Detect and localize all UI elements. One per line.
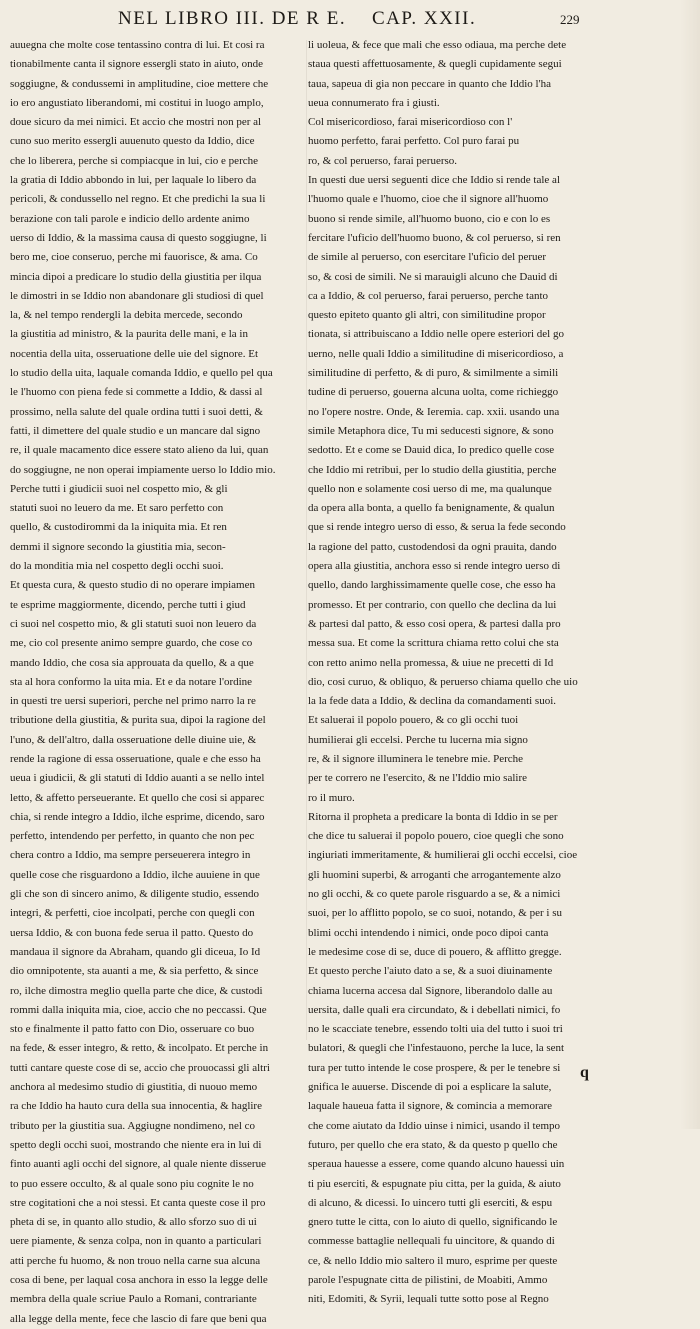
text-line: quello, dando larghissimamente quelle cose, che esso ha — [308, 579, 556, 592]
text-line: uersita, dalle quali era circundato, & i debellati nimici, fo — [308, 1003, 561, 1016]
text-line: spetto degli occhi suoi, mostrando che niente era in lui di — [10, 1138, 262, 1151]
text-line: tributo per la giustitia sua. Aggiugne nondimeno, nel co — [10, 1119, 256, 1132]
text-line: commesse battaglie nellequali fu uincitore, & quando di — [308, 1235, 555, 1248]
text-line: statuti suoi no leuero da me. Et saro perfetto con — [10, 502, 224, 515]
text-line: nocentia della uita, osseruatione delle uie del signore. Et — [10, 347, 259, 360]
text-line: parole l'espugnate citta de pilistini, de Moabiti, Ammo — [308, 1274, 548, 1286]
text-line: so, & cosi de simili. Ne si marauigli alcuno che Dauid di — [308, 270, 558, 283]
text-line: dio, cosi curuo, & obliquo, & peruerso chiama quello che uio — [308, 675, 578, 688]
text-line: de simile al peruerso, con esercitare l'uficio del peruer — [308, 251, 547, 264]
text-line: messa sua. Et come la scrittura chiama retto colui che sta — [308, 637, 559, 650]
left-text-column — [10, 36, 306, 1329]
text-line: che lo liberera, perche si compiacque in lui, cio e perche — [10, 154, 258, 167]
text-line: l'uno, & dell'altro, dalla osseruatione delle diuine uie, & — [10, 733, 257, 746]
text-line: quelle cose che risguardono a Iddio, ilche auuiene in que — [10, 868, 260, 881]
text-line: pheta di se, in quanto allo studio, & allo sforzo suo di ui — [10, 1216, 257, 1229]
header-chapter: CAP. XXII. — [372, 8, 477, 29]
text-line: chera contro a Iddio, ma sempre perseuerera integro in — [10, 849, 251, 862]
scripture-verse-line: Et saluerai il popolo pouero, & co gli occhi tuoi — [308, 714, 519, 727]
text-line: ra che Iddio ha hauto cura della sua innocentia, & haglire — [10, 1100, 262, 1113]
text-line: uerso di Iddio, & la massima causa di questo soggiugne, li — [10, 231, 267, 244]
text-line: staua questi affettuosamente, & quegli cupidamente segui — [308, 58, 562, 71]
text-line: Et questa cura, & questo studio di no operare impiamen — [10, 579, 255, 592]
text-line: In questi due uersi seguenti dice che Iddio si rende tale al — [308, 174, 560, 187]
text-line: mandaua il signore da Abraham, quando gli diceua, Io Id — [10, 945, 261, 958]
text-line: tionata, si attribuiscano a Iddio nelle opere esteriori del go — [308, 328, 564, 341]
text-line: quello non e solamente cosi uerso di me, ma qualunque — [308, 482, 552, 495]
text-line: do la monditia mia nel cospetto degli occhi suoi. — [10, 560, 224, 573]
text-line: le dimostri in se Iddio non abandonare gli studiosi di quel — [10, 289, 264, 302]
text-line: promesso. Et per contrario, con quello che declina da lui — [308, 598, 557, 611]
text-line: ca a Iddio, & col peruerso, farai peruerso, perche tanto — [308, 289, 549, 302]
text-line: con retto animo nella promessa, & uiue ne precetti di Id — [308, 656, 554, 669]
text-line: ueua i giudicii, & gli statuti di Iddio auanti a se nello intel — [10, 772, 265, 785]
text-line: chiama lucerna accesa dal Signore, liberandolo dalle au — [308, 984, 553, 997]
text-line: buono si rende simile, all'huomo buono, cio e con lo es — [308, 212, 551, 225]
text-line: uersa Iddio, & con buona fede serua il patto. Questo do — [10, 926, 254, 939]
text-line: laquale haueua fatta il signore, & comincia a memorare — [308, 1100, 553, 1113]
text-line: la la fede data a Iddio, & declina da comandamenti suoi. — [308, 695, 557, 708]
text-line: Perche tutti i giudicii suoi nel cospetto mio, & gli — [10, 482, 228, 495]
text-line: letto, & affetto perseuerante. Et quello che cosi si apparec — [10, 791, 265, 804]
text-line: tutti cantare queste cose di se, accio che prouocassi gli altri — [10, 1061, 270, 1074]
column-gutter — [306, 40, 307, 1040]
scripture-verse-line: huomo perfetto, farai perfetto. Col puro farai pu — [308, 135, 520, 148]
text-line: que si rende integro uerso di esso, & serua la fede secondo — [308, 521, 566, 534]
running-header — [0, 8, 700, 38]
text-line: niti, Edomiti, & Syrii, lequali tutte sotto pose al Regno — [308, 1293, 549, 1306]
text-line: finto auanti agli occhi del signore, al quale niente disserue — [10, 1158, 266, 1171]
text-line: & partesi dal patto, & esso cosi opera, & partesi dalla pro — [308, 617, 561, 630]
text-line: tionabilmente canta il signore essergli stato in aiuto, onde — [10, 58, 264, 71]
scripture-verse-line: ro, & col peruerso, farai peruerso. — [308, 154, 458, 167]
text-line: anchora al medesimo studio di giustitia, di nuouo memo — [10, 1081, 258, 1094]
scripture-verse-line: re, & il signore illuminera le tenebre mie. Perche — [308, 752, 524, 765]
text-line: perfetto, intendendo per perfetto, in quanto che non pec — [10, 830, 255, 843]
scripture-verse-line: ro il muro. — [308, 791, 355, 804]
text-line: le medesime cose di se, duce di pouero, & afflitto gregge. — [308, 945, 562, 958]
text-line: doue sicuro da mei nimici. Et accio che mostri non per al — [10, 116, 262, 129]
scripture-verse-line: Col misericordioso, farai misericordioso con l' — [308, 116, 513, 129]
text-line: membra della quale scriue Paulo a Romani, contrariante — [10, 1293, 257, 1306]
text-line: auuegna che molte cose tentassino contra di lui. Et cosi ra — [10, 39, 265, 51]
text-line: mincia dipoi a predicare lo studio della giustitia per ilqua — [10, 270, 262, 283]
text-line: che Iddio mi retribui, per lo studio della giustitia, perche — [308, 463, 557, 476]
text-line: re, il quale macamento dice essere stato alieno da lui, quan — [10, 444, 269, 457]
text-line: no l'opere nostre. Onde, & Ieremia. cap. xxii. usando una — [308, 405, 560, 418]
text-line: fercitare l'uficio dell'huomo buono, & col peruerso, si ren — [308, 231, 561, 244]
text-line: taua, sapeua di gia non peccare in quanto che Iddio l'ha — [308, 77, 551, 90]
text-line: la gratia di Iddio abbondo in lui, per laquale lo libero da — [10, 174, 257, 187]
text-line: questo epiteto quanto gli altri, con similitudine propor — [308, 309, 546, 322]
text-line: soggiugne, & condussemi in amplitudine, cioe mettere che — [10, 77, 269, 90]
text-line: dio omnipotente, sta auanti a me, & sia perfetto, & since — [10, 965, 259, 978]
text-line: alla legge della mente, fece che lascio di fare que beni qua — [10, 1312, 267, 1325]
text-line: blimi occhi intendendo i nimici, onde poco dipoi canta — [308, 926, 549, 939]
text-line: na fede, & esser integro, & retto, & incolpato. Et perche in — [10, 1042, 269, 1055]
text-line: cosa di bene, per laqual cosa anchora in esso la legge delle — [10, 1274, 268, 1286]
text-line: tributione della giustitia, & purita sua, dipoi la ragione del — [10, 714, 266, 727]
text-line: similitudine di perfetto, & di puro, & similmente a simili — [308, 367, 559, 380]
text-line: atti perche fu huomo, & non trouo nella carne sua alcuna — [10, 1254, 261, 1267]
text-line: lo studio della uita, laquale comanda Iddio, e quello pel qua — [10, 367, 273, 380]
right-text-column — [308, 36, 614, 1310]
text-line: integri, & perfetti, cioe incolpati, perche con quegli con — [10, 907, 255, 920]
text-line: le l'huomo con piena fede si commette a Iddio, & dassi al — [10, 386, 263, 399]
text-line: rende la ragione di essa osseruatione, quale e che esso ha — [10, 752, 261, 765]
text-line: tudine di peruerso, gouerna alcuna uolta, come richieggo — [308, 386, 559, 399]
text-line: sto e finalmente il patto fatto con Dio, osseruare co buo — [10, 1023, 255, 1036]
text-line: berazione con tali parole e indicio dello ardente animo — [10, 212, 250, 225]
text-line: uerno, nelle quali Iddio a similitudine di misericordioso, a — [308, 347, 564, 360]
text-line: no gli occhi, & co quete parole risguardo a se, & a nimici — [308, 888, 561, 901]
text-line: da opera alla bonta, a quello fa benignamente, & qualun — [308, 502, 555, 515]
text-line: opera alla giustitia, anchora esso si rende integro uerso di — [308, 560, 561, 573]
text-line: cuno suo merito essergli auuenuto questo da Iddio, dice — [10, 135, 255, 148]
text-line: di alcuno, & dicessi. Io uincero tutti gli eserciti, & espu — [308, 1196, 553, 1209]
text-line: quello, & custodirommi da la iniquita mia. Et ren — [10, 521, 227, 534]
text-line: ci suoi nel cospetto mio, & gli statuti suoi non leuero da — [10, 617, 257, 630]
text-line: Et questo perche l'aiuto dato a se, & a suoi diuinamente — [308, 965, 553, 978]
page-edge-shadow — [680, 0, 700, 1129]
text-line: ti piu eserciti, & espugnate piu citta, per la guida, & aiuto — [308, 1177, 561, 1190]
text-line: l'huomo quale e l'huomo, cioe che il signore all'huomo — [308, 193, 549, 206]
text-line: no le scacciate tenebre, essendo tolti uia del tutto i suoi tri — [308, 1023, 563, 1036]
text-line: Ritorna il propheta a predicare la bonta di Iddio in se per — [308, 810, 558, 823]
catchword: q — [580, 1064, 589, 1081]
text-line: prossimo, nella salute del quale ordina tutti i suoi detti, & — [10, 405, 263, 418]
text-line: chia, si rende integro a Iddio, ilche esprime, dicendo, saro — [10, 810, 265, 823]
text-line: do soggiugne, ne non operai impiamente uerso lo Iddio mio. — [10, 463, 276, 476]
text-line: ueua connumerato fra i giusti. — [308, 96, 440, 109]
text-line: tura per tutto intende le cose prospere, & per le tenebre si — [308, 1061, 561, 1074]
text-line: gli huomini superbi, & arroganti che arrogantemente alzo — [308, 868, 561, 881]
text-line: suoi, per lo afflitto popolo, se co suoi, notando, & per i su — [308, 907, 562, 920]
text-line: ingiuriati immeritamente, & humilierai gli occhi eccelsi, cioe — [308, 849, 578, 862]
text-line: simile Metaphora dice, Tu mi seducesti signore, & sono — [308, 424, 554, 437]
scripture-verse-line: per te correro ne l'esercito, & ne l'Iddio mio salire — [308, 772, 527, 785]
text-line: demmi il signore secondo la giustitia mia, secon- — [10, 540, 226, 553]
text-line: rommi dalla iniquita mia, cioe, accio che no peccassi. Que — [10, 1003, 267, 1016]
text-line: ro, ilche dimostra meglio quella parte che dice, & custodi — [10, 984, 263, 997]
text-line: gnero tutte le citta, con lo aiuto di quello, significando le — [308, 1216, 558, 1229]
text-line: speraua hauesse a essere, come quando alcuno hauessi uin — [308, 1158, 565, 1171]
text-line: la, & nel tempo rendergli la debita mercede, secondo — [10, 309, 243, 322]
text-line: sta al hora conformo la uita mia. Et e da notare l'ordine — [10, 675, 253, 688]
text-line: gnifica le auuerse. Discende di poi a esplicare la salute, — [308, 1081, 552, 1094]
text-line: la giustitia ad ministro, & la paurita delle mani, e la in — [10, 328, 248, 341]
text-line: io ero angustiato liberandomi, mi costitui in luogo amplo, — [10, 96, 264, 109]
text-line: ce, & nello Iddio mio saltero il muro, esprime per queste — [308, 1254, 558, 1267]
text-line: che come aiutato da Iddio uinse i nimici, usando il tempo — [308, 1119, 561, 1132]
text-line: sedotto. Et e come se Dauid dica, Io predico quelle cose — [308, 444, 555, 457]
text-line: che dice tu saluerai il popolo pouero, cioe quegli che sono — [308, 830, 564, 843]
text-line: pericoli, & condussello nel regno. Et che predichi la sua li — [10, 193, 266, 206]
text-line: fatti, il dimettere del quale studio e un mancare dal signo — [10, 424, 261, 437]
text-line: bulatori, & quegli che l'infestauono, perche la luce, la sent — [308, 1042, 565, 1055]
text-line: la ragione del patto, custodendosi da ogni prauita, dando — [308, 540, 557, 553]
text-line: gli che son di sincero animo, & diligente studio, essendo — [10, 888, 259, 901]
text-line: li uoleua, & fece que mali che esso odiaua, ma perche dete — [308, 39, 567, 51]
text-line: uere piamente, & senza colpa, non in quanto a particulari — [10, 1235, 262, 1248]
text-line: to puo essere occulto, & al quale sono piu cognite le no — [10, 1177, 254, 1190]
header-book-title: NEL LIBRO III. DE R E. — [118, 8, 347, 29]
text-line: me, cio col presente animo sempre guardo, che cose co — [10, 637, 253, 650]
text-line: mando Iddio, che cosa sia approuata da quello, & a que — [10, 656, 254, 669]
text-line: bero me, cioe conseruo, perche mi fauorisce, & ama. Co — [10, 251, 258, 264]
text-line: stre cogitationi che a noi stessi. Et canta queste cose il pro — [10, 1196, 266, 1209]
scripture-verse-line: humilierai gli eccelsi. Perche tu lucerna mia signo — [308, 733, 528, 746]
page-number: 229 — [560, 12, 580, 27]
text-line: te esprime maggiormente, dicendo, perche tutti i giud — [10, 598, 246, 611]
text-line: in questi tre uersi superiori, perche nel primo narro la re — [10, 695, 256, 708]
text-line: futuro, per quello che era stato, & da questo p quello che — [308, 1138, 558, 1151]
